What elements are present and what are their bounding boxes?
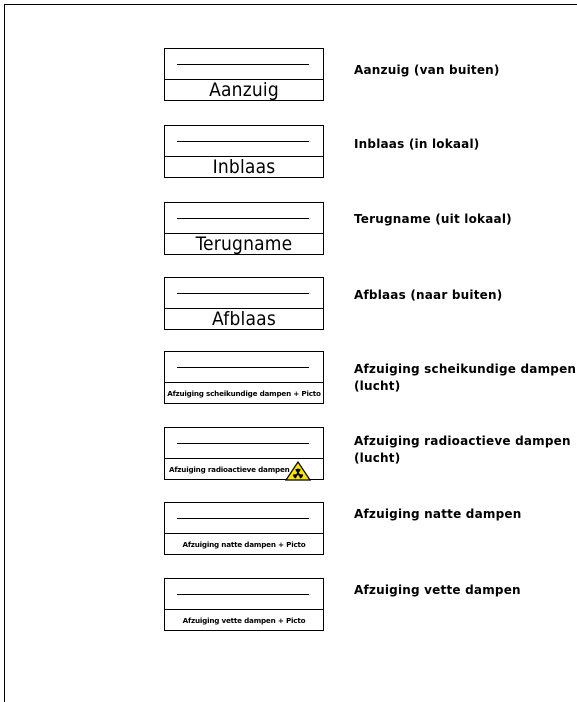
label-top-line: [177, 367, 309, 368]
label-top-line: [177, 594, 309, 595]
label-box: [164, 48, 324, 101]
label-description: Aanzuig (van buiten): [354, 63, 500, 77]
label-box: [164, 125, 324, 178]
label-description: Afzuiging natte dampen: [354, 507, 522, 521]
label-row-aanzuig: [0, 48, 577, 108]
label-description: Terugname (uit lokaal): [354, 212, 512, 226]
label-box-text: Afzuiging vette dampen + Picto: [182, 616, 306, 625]
label-top-line: [177, 443, 309, 444]
label-description: Afblaas (naar buiten): [354, 288, 503, 302]
label-row-scheikundige-dampen: [0, 351, 577, 411]
label-box: [164, 427, 324, 480]
label-top-line: [177, 518, 309, 519]
label-description: Afzuiging scheikundige dampen (lucht): [354, 362, 577, 393]
label-top-line: [177, 293, 309, 294]
label-box: [164, 202, 324, 255]
label-box: [164, 351, 324, 404]
label-description: Afzuiging radioactieve dampen (lucht): [354, 434, 571, 465]
label-top-line: [177, 64, 309, 65]
label-box-text: Aanzuig: [209, 79, 279, 101]
radiation-warning-icon: [285, 461, 311, 481]
label-top-line: [177, 218, 309, 219]
label-row-afblaas: [0, 277, 577, 337]
label-box-text: Afzuiging natte dampen + Picto: [182, 540, 306, 549]
label-top-line: [177, 141, 309, 142]
label-box-text: Afzuiging radioactieve dampen: [169, 465, 290, 474]
label-row-terugname: [0, 202, 577, 262]
label-description: Afzuiging vette dampen: [354, 583, 521, 597]
label-box: [164, 277, 324, 330]
label-row-inblaas: [0, 125, 577, 185]
label-box-text: Afzuiging scheikundige dampen + Picto: [167, 389, 321, 398]
label-row-radioactieve-dampen: [0, 427, 577, 487]
label-box-text: Inblaas: [212, 156, 276, 178]
label-box-text: Terugname: [195, 233, 293, 255]
label-box: [164, 578, 324, 631]
label-row-vette-dampen: [0, 578, 577, 638]
label-row-natte-dampen: [0, 502, 577, 562]
label-box: [164, 502, 324, 555]
label-description: Inblaas (in lokaal): [354, 137, 480, 151]
label-box-text: Afblaas: [212, 308, 276, 330]
